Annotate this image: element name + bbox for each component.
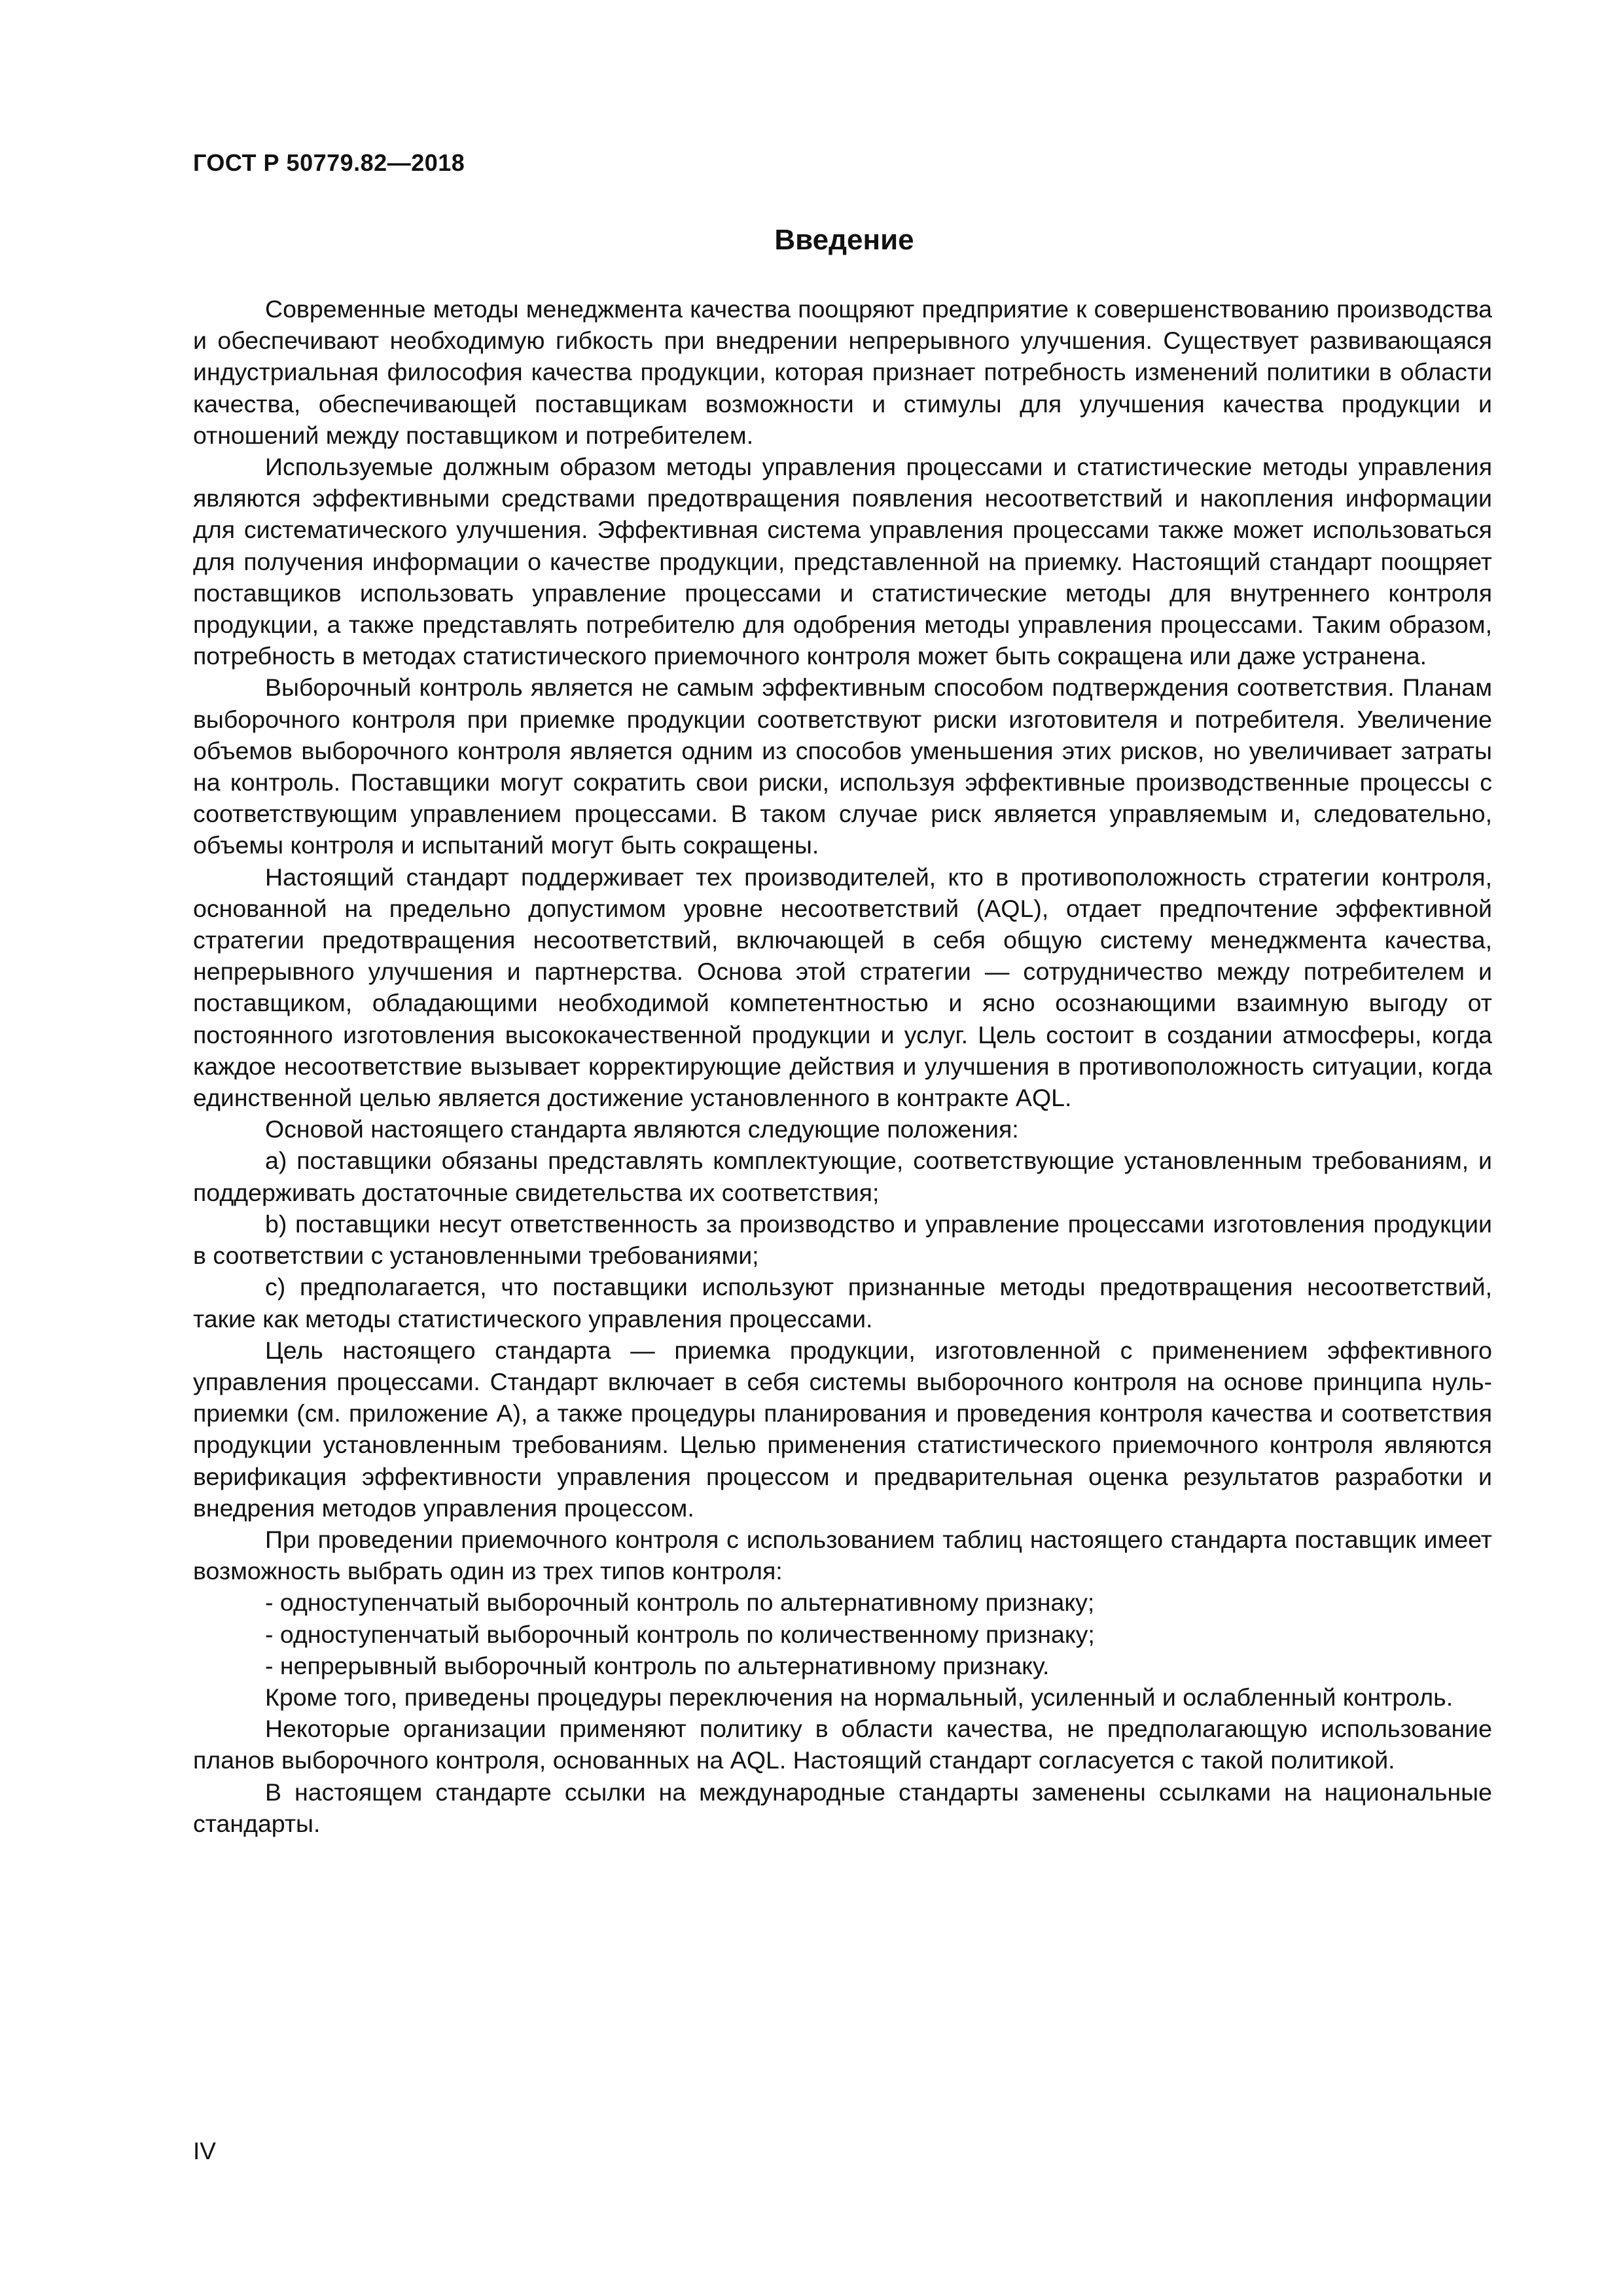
list-item: - непрерывный выборочный контроль по альтернативному признаку. [265,1651,1050,1679]
paragraph: Основой настоящего стандарта являются следующие положения: [265,1115,1019,1143]
paragraph: Выборочный контроль является не самым эффективным способом подтверждения соответствия. Планам выборочного контроля при приемке продукции соответствуют риски изготовителя и потребителя. Увеличение объемов выборочного контроля является одним из способов уменьшения этих рисков, но увеличивает затраты на контроль. Поставщики могут сократить свои риски, используя эффективные производственные процессы с соответствующим управлением процессами. В таком случае риск является управляемым и, следовательно, объемы контроля и испытаний могут быть сокращены. [193,673,1492,859]
document-code-header: ГОСТ Р 50779.82—2018 [193,149,465,176]
list-item: c) предполагается, что поставщики используют признанные методы предотвращения несоответствий, такие как методы статистического управления процессами. [193,1273,1492,1333]
paragraph: Кроме того, приведены процедуры переключения на нормальный, усиленный и ослабленный контроль. [265,1683,1454,1711]
paragraph: Современные методы менеджмента качества поощряют предприятие к совершенствованию производства и обеспечивают необходимую гибкость при внедрении непрерывного улучшения. Существует развивающаяся индустриальная философия качества продукции, которая признает потребность изменений политики в области качества, обеспечивающей поставщикам возможности и стимулы для улучшения качества продукции и отношений между поставщиком и потребителем. [193,295,1492,449]
paragraph: Цель настоящего стандарта — приемка продукции, изготовленной с применением эффективного управления процессами. Стандарт включает в себя системы выборочного контроля на основе принципа нуль-приемки (см. приложение А), а также процедуры планирования и проведения контроля качества и соответствия продукции установленным требованиям. Целью применения статистического приемочного контроля являются верификация эффективности управления процессом и предварительная оценка результатов разработки и внедрения методов управления процессом. [193,1336,1492,1522]
paragraph: В настоящем стандарте ссылки на международные стандарты заменены ссылками на национальные стандарты. [193,1778,1492,1837]
section-title: Введение [774,224,914,256]
list-item: a) поставщики обязаны представлять комплектующие, соответствующие установленным требованиям, и поддерживать достаточные свидетельства их соответствия; [193,1147,1492,1206]
paragraph: Некоторые организации применяют политику в области качества, не предполагающую использование планов выборочного контроля, основанных на AQL. Настоящий стандарт согласуется с такой политикой. [193,1715,1492,1774]
list-item: - одноступенчатый выборочный контроль по количественному признаку; [265,1620,1095,1648]
page-number: IV [193,2138,216,2164]
paragraph: Используемые должным образом методы управления процессами и статистические методы управления являются эффективными средствами предотвращения появления несоответствий и накопления информации для систематического улучшения. Эффективная система управления процессами также может использоваться для получения информации о качестве продукции, представленной на приемку. Настоящий стандарт поощряет поставщиков использовать управление процессами и статистические методы для внутреннего контроля продукции, а также представлять потребителю для одобрения методы управления процессами. Таким образом, потребность в методах статистического приемочного контроля может быть сокращена или даже устранена. [193,453,1492,670]
body-text [193,293,1492,1839]
paragraph: При проведении приемочного контроля с использованием таблиц настоящего стандарта поставщик имеет возможность выбрать один из трех типов контроля: [193,1525,1492,1585]
list-item: - одноступенчатый выборочный контроль по альтернативному признаку; [265,1588,1095,1617]
paragraph: Настоящий стандарт поддерживает тех производителей, кто в противоположность стратегии контроля, основанной на предельно допустимом уровне несоответствий (AQL), отдает предпочтение эффективной стратегии предотвращения несоответствий, включающей в себя общую систему менеджмента качества, непрерывного улучшения и партнерства. Основа этой стратегии — сотрудничество между потребителем и поставщиком, обладающими необходимой компетентностью и ясно осознающими взаимную выгоду от постоянного изготовления высококачественной продукции и услуг. Цель состоит в создании атмосферы, когда каждое несоответствие вызывает корректирующие действия и улучшения в противоположность ситуации, когда единственной целью является достижение установленного в контракте AQL. [193,863,1492,1112]
list-item: b) поставщики несут ответственность за производство и управление процессами изготовления продукции в соответствии с установленными требованиями; [193,1210,1492,1270]
